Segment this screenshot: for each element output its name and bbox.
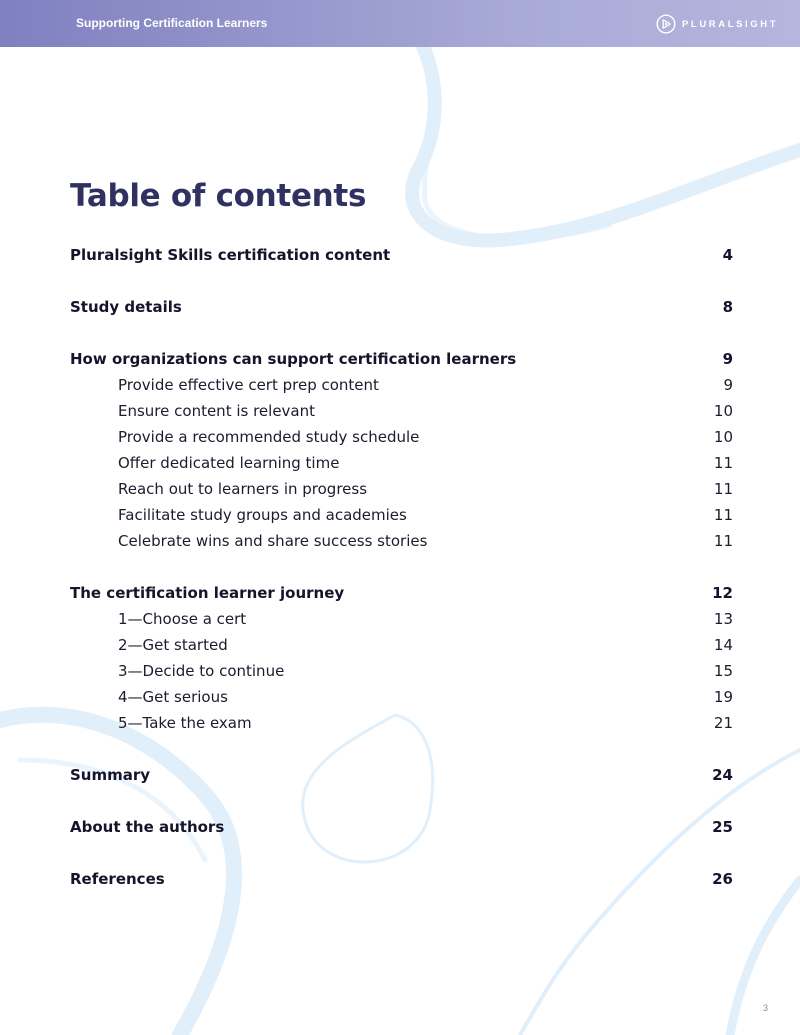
toc-subitem-page: 11: [713, 532, 733, 550]
toc-section-label: Summary: [70, 766, 151, 784]
toc-section-page: 12: [712, 584, 733, 602]
toc-subitem-page: 11: [713, 506, 733, 524]
toc-subitem-label: 1—Choose a cert: [118, 610, 247, 628]
table-of-contents: [70, 242, 733, 892]
toc-subitem[interactable]: [70, 476, 733, 502]
toc-subitem[interactable]: [70, 372, 733, 398]
header-band: [0, 0, 800, 47]
toc-subitem-label: 5—Take the exam: [118, 714, 252, 732]
page-title: Table of contents: [70, 178, 367, 214]
toc-subitem-page: 14: [713, 636, 733, 654]
pluralsight-logo: [656, 13, 778, 35]
toc-section-page: 9: [722, 350, 733, 368]
toc-section-page: 8: [722, 298, 733, 316]
toc-subitem[interactable]: [70, 398, 733, 424]
toc-subitem-page: 19: [713, 688, 733, 706]
toc-subitem-label: Provide a recommended study schedule: [118, 428, 420, 446]
toc-section-label: The certification learner journey: [70, 584, 345, 602]
toc-subitem-page: 11: [713, 480, 733, 498]
toc-subitem-label: Reach out to learners in progress: [118, 480, 368, 498]
toc-subitem[interactable]: [70, 424, 733, 450]
toc-subitem-page: 15: [713, 662, 733, 680]
toc-section-label: About the authors: [70, 818, 225, 836]
toc-section-page: 4: [722, 246, 733, 264]
toc-section[interactable]: [70, 814, 733, 840]
toc-section[interactable]: [70, 242, 733, 268]
toc-subitem-label: 3—Decide to continue: [118, 662, 285, 680]
section-spacer: [70, 320, 733, 346]
toc-subitem-page: 10: [713, 428, 733, 446]
toc-section[interactable]: [70, 580, 733, 606]
toc-subitem-label: Facilitate study groups and academies: [118, 506, 407, 524]
section-spacer: [70, 554, 733, 580]
toc-subitem-label: Provide effective cert prep content: [118, 376, 379, 394]
toc-section-page: 24: [712, 766, 733, 784]
toc-section[interactable]: [70, 294, 733, 320]
section-spacer: [70, 840, 733, 866]
pluralsight-play-icon: [656, 14, 676, 34]
page-number: 3: [763, 1003, 769, 1013]
toc-section-page: 25: [712, 818, 733, 836]
section-spacer: [70, 736, 733, 762]
section-spacer: [70, 788, 733, 814]
toc-subitem-label: 2—Get started: [118, 636, 228, 654]
toc-subitem-page: 10: [713, 402, 733, 420]
toc-subitem[interactable]: [70, 606, 733, 632]
document-title: Supporting Certification Learners: [76, 16, 268, 30]
toc-subitem-page: 13: [713, 610, 733, 628]
toc-subitem-page: 21: [713, 714, 733, 732]
toc-subitem[interactable]: [70, 528, 733, 554]
toc-subitem[interactable]: [70, 502, 733, 528]
toc-section[interactable]: [70, 346, 733, 372]
toc-section-label: References: [70, 870, 165, 888]
toc-subitem-label: Offer dedicated learning time: [118, 454, 340, 472]
toc-section[interactable]: [70, 866, 733, 892]
toc-subitem[interactable]: [70, 710, 733, 736]
toc-section-label: Study details: [70, 298, 182, 316]
toc-subitem[interactable]: [70, 450, 733, 476]
toc-subitem-label: 4—Get serious: [118, 688, 228, 706]
brand-wordmark: PLURALSIGHT: [682, 18, 779, 30]
section-spacer: [70, 268, 733, 294]
toc-section-label: How organizations can support certification learners: [70, 350, 517, 368]
toc-subitem[interactable]: [70, 632, 733, 658]
toc-subitem-label: Ensure content is relevant: [118, 402, 316, 420]
toc-subitem[interactable]: [70, 684, 733, 710]
toc-section-label: Pluralsight Skills certification content: [70, 246, 391, 264]
toc-subitem-page: 11: [713, 454, 733, 472]
toc-subitem[interactable]: [70, 658, 733, 684]
toc-section-page: 26: [712, 870, 733, 888]
toc-subitem-label: Celebrate wins and share success stories: [118, 532, 428, 550]
toc-section[interactable]: [70, 762, 733, 788]
toc-subitem-page: 9: [723, 376, 733, 394]
